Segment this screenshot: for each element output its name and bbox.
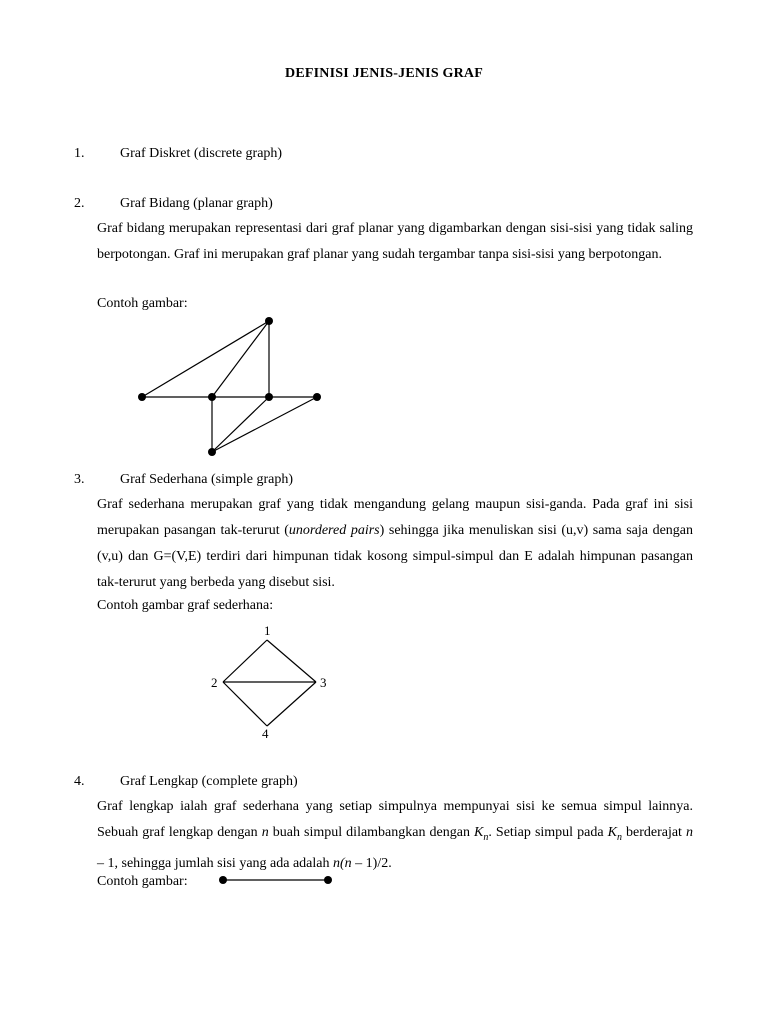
paragraph-planar: Graf bidang merupakan representasi dari graf planar yang digambarkan dengan sisi-sisi yang tidak saling berpotongan. Graf ini merupakan graf planar yang sudah tergambar tanpa sisi-sisi yang berpotongan. xyxy=(97,221,693,262)
section-number: 2. xyxy=(74,196,85,211)
page-title: DEFINISI JENIS-JENIS GRAF xyxy=(285,66,483,81)
section-heading-complete: Graf Lengkap (complete graph) xyxy=(120,774,298,789)
vertex-label-3: 3 xyxy=(320,675,327,690)
vertex-label-4: 4 xyxy=(262,726,269,741)
paragraph-complete: Graf lengkap ialah graf sederhana yang setiap simpulnya mempunyai sisi ke semua simpul lainnya. Sebuah graf lengkap dengan n buah simpul dilambangkan dengan $K_n$. Setiap simpul pada $K_n$ berderajat n – 1, sehingga jumlah sisi yang ada adalah n(n – 1)/2. xyxy=(97,799,693,871)
example-label: Contoh gambar: xyxy=(97,296,188,311)
example-label: Contoh gambar: xyxy=(97,874,188,889)
section-heading-discrete: Graf Diskret (discrete graph) xyxy=(120,146,283,161)
graph-vertex xyxy=(219,876,227,884)
section-number: 4. xyxy=(74,774,85,789)
section-number: 1. xyxy=(74,146,85,161)
section-number: 3. xyxy=(74,472,85,487)
example-label: Contoh gambar graf sederhana: xyxy=(97,598,274,613)
vertex-label-2: 2 xyxy=(211,675,218,690)
vertex-label-1: 1 xyxy=(264,623,271,638)
graph-vertex xyxy=(324,876,332,884)
paragraph-simple: Graf sederhana merupakan graf yang tidak mengandung gelang maupun sisi-ganda. Pada graf ini sisi merupakan pasangan tak-terurut (unordered pairs) sehingga jika menuliskan sisi (u,v) sama saja dengan (v,u) dan G=(V,E) terdiri dari himpunan tidak kosong simpul-simpul dan E adalah himpunan pasangan tak-terurut yang berbeda yang disebut sisi. xyxy=(97,497,694,590)
section-heading-simple: Graf Sederhana (simple graph) xyxy=(120,472,293,487)
section-heading-planar: Graf Bidang (planar graph) xyxy=(120,196,273,211)
